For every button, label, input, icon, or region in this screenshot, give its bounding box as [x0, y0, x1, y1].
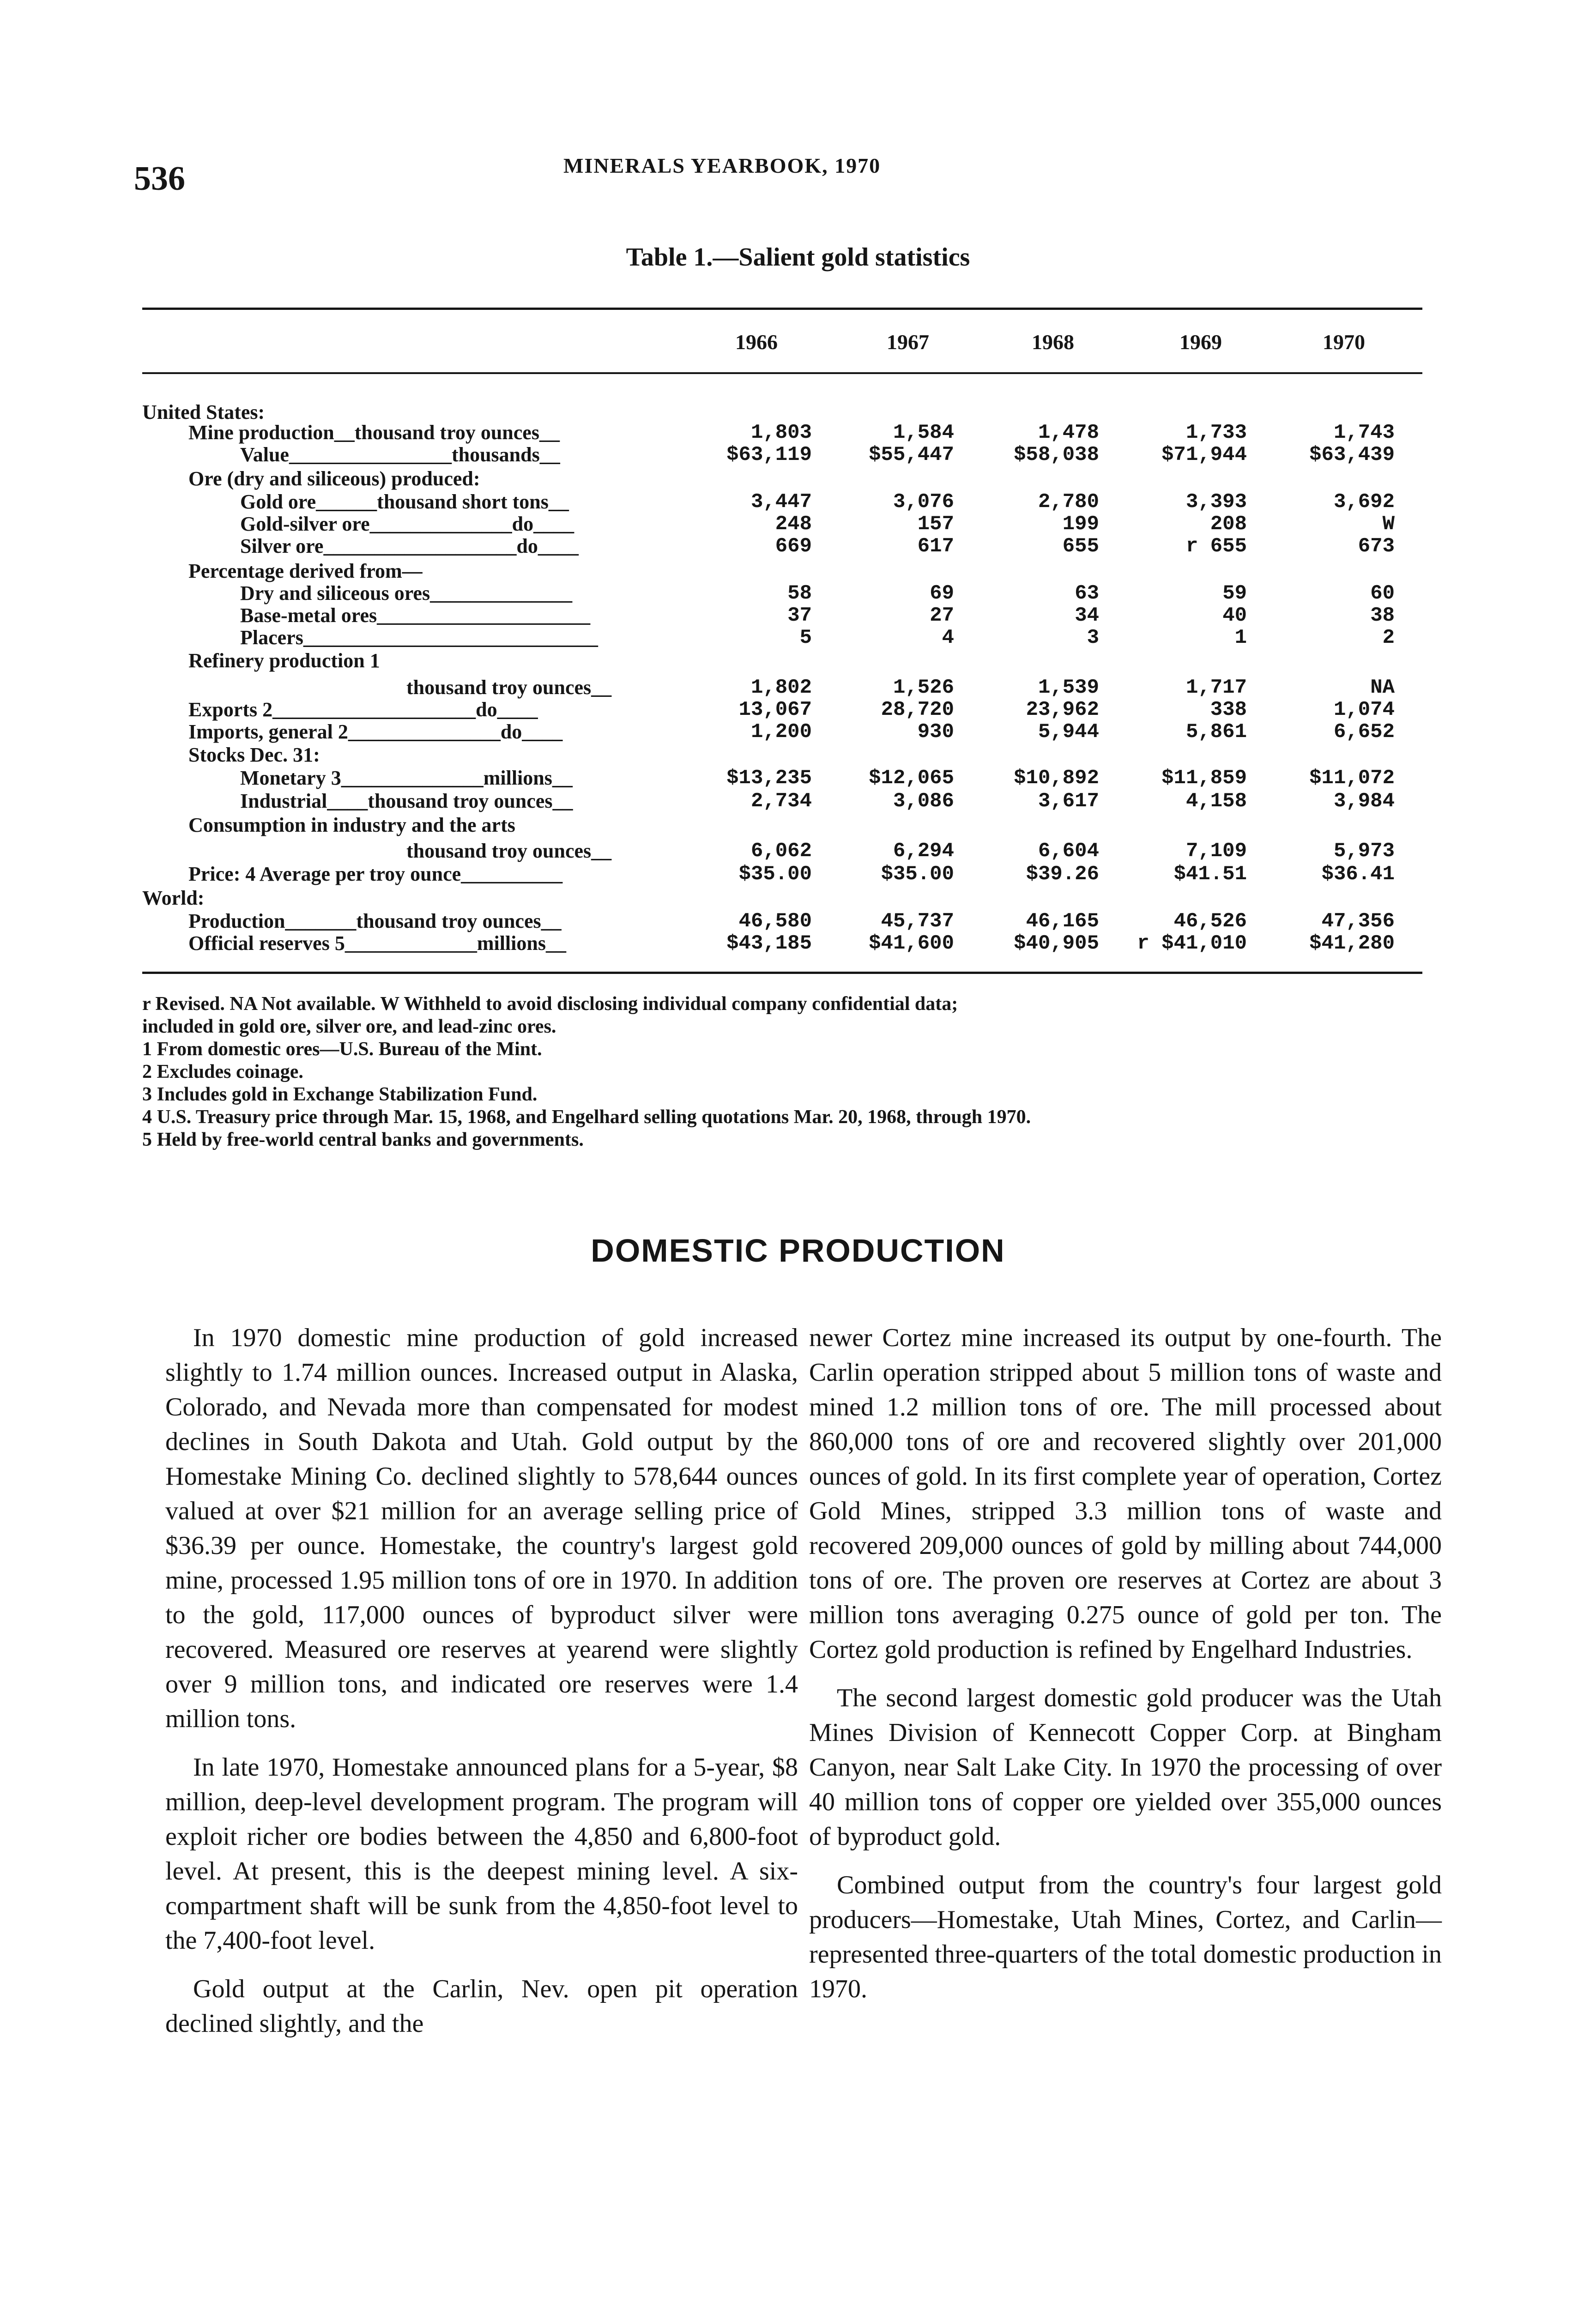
- table-cell: 69: [930, 582, 954, 605]
- row-label: Ore (dry and siliceous) produced:: [188, 467, 480, 490]
- table-cell: 2,734: [750, 790, 812, 813]
- table-cell: 46,580: [738, 910, 812, 933]
- table-cell: $11,859: [1161, 767, 1247, 790]
- table-cell: 60: [1370, 582, 1395, 605]
- footnote: 5 Held by free-world central banks and governments.: [142, 1129, 584, 1150]
- row-label: Production_______thousand troy ounces__: [188, 910, 562, 932]
- table-row: [0, 490, 1596, 514]
- table-header-rule: [142, 372, 1422, 374]
- table-row: [0, 767, 1596, 790]
- table-row: [0, 604, 1596, 627]
- table-cell: 3,984: [1333, 790, 1395, 813]
- table-row: [0, 932, 1596, 955]
- row-label: Value________________thousands__: [240, 443, 560, 466]
- table-cell: 3,447: [750, 490, 812, 514]
- row-label: Imports, general 2_______________do____: [188, 720, 563, 743]
- row-label: Mine production__thousand troy ounces__: [188, 421, 560, 444]
- table-cell: $36.41: [1321, 863, 1395, 886]
- row-label: Percentage derived from—: [188, 560, 423, 582]
- table-cell: 46,165: [1026, 910, 1099, 933]
- table-cell: 1,526: [893, 676, 954, 699]
- table-row: [0, 840, 1596, 863]
- table-top-rule: [142, 308, 1422, 310]
- table-cell: $10,892: [1014, 767, 1099, 790]
- table-cell: 1,584: [893, 421, 954, 444]
- table-cell: 34: [1075, 604, 1099, 627]
- paragraph: Combined output from the country's four largest gold producers—Homestake, Utah Mines, Cortez, and Carlin—represented three-quarters of the total domestic production in 1970.: [809, 1871, 1442, 2003]
- table-cell: 617: [917, 535, 954, 558]
- paragraph: Gold output at the Carlin, Nev. open pit operation declined slightly, and the: [165, 1975, 798, 2038]
- table-cell: W: [1382, 513, 1395, 536]
- paragraph: newer Cortez mine increased its output by one-fourth. The Carlin operation stripped about 5 million tons of waste and mined 1.2 million tons of ore. The mill processed about 860,000 tons of ore and recovered slightly over 201,000 ounces of gold. In its first complete year of operation, Cortez Gold Mines, stripped 3.3 million tons of waste and recovered 209,000 ounces of gold by milling about 744,000 tons of ore. The proven ore reserves at Cortez are about 3 million tons averaging 0.275 ounce of gold per ton. The Cortez gold production is refined by Engelhard Industries.: [809, 1324, 1442, 1664]
- footnote: included in gold ore, silver ore, and lead-zinc ores.: [142, 1016, 556, 1037]
- table-cell: $35.00: [738, 863, 812, 886]
- footnote: 1 From domestic ores—U.S. Bureau of the Mint.: [142, 1039, 542, 1060]
- table-cell: 1,200: [750, 720, 812, 743]
- column-header-1966: 1966: [735, 330, 778, 354]
- footnote: 2 Excludes coinage.: [142, 1061, 303, 1082]
- table-cell: $12,065: [869, 767, 954, 790]
- paragraph: The second largest domestic gold producer was the Utah Mines Division of Kennecott Copper Corp. at Bingham Canyon, near Salt Lake City. In 1970 the processing of over 40 million tons of copper ore yielded over 355,000 ounces of byproduct gold.: [809, 1684, 1442, 1851]
- table-row: [0, 513, 1596, 536]
- table-cell: 199: [1062, 513, 1099, 536]
- row-label: Gold ore______thousand short tons__: [240, 490, 569, 513]
- row-label: Monetary 3______________millions__: [240, 767, 573, 789]
- row-label: Price: 4 Average per troy ounce__________: [188, 863, 563, 885]
- table-cell: 5: [799, 626, 812, 649]
- table-cell: $58,038: [1014, 443, 1099, 466]
- table-cell: $63,119: [726, 443, 812, 466]
- table-cell: 5,973: [1333, 840, 1395, 863]
- table-cell: 1,478: [1038, 421, 1099, 444]
- section-heading: DOMESTIC PRODUCTION: [591, 1233, 1005, 1269]
- table-cell: 1,733: [1185, 421, 1247, 444]
- table-cell: 46,526: [1173, 910, 1247, 933]
- table-cell: 38: [1370, 604, 1395, 627]
- table-row: [0, 535, 1596, 558]
- table-cell: r $41,010: [1137, 932, 1247, 955]
- table-cell: 59: [1222, 582, 1247, 605]
- table-cell: $40,905: [1014, 932, 1099, 955]
- paragraph: In late 1970, Homestake announced plans for a 5-year, $8 million, deep-level development program. The program will exploit richer ore bodies between the 4,850 and 6,800-foot level. At present, this is the deepest mining level. A six-compartment shaft will be sunk from the 4,850-foot level to the 7,400-foot level.: [165, 1753, 798, 1955]
- table-row: [0, 698, 1596, 721]
- column-header-1969: 1969: [1179, 330, 1222, 354]
- table-cell: r 655: [1185, 535, 1247, 558]
- table-row: [0, 910, 1596, 933]
- table-row: [0, 720, 1596, 743]
- page-number: 536: [134, 160, 185, 198]
- table-cell: 1: [1234, 626, 1247, 649]
- table-cell: 23,962: [1026, 698, 1099, 721]
- row-label: Consumption in industry and the arts: [188, 814, 515, 836]
- table-cell: 4,158: [1185, 790, 1247, 813]
- column-header-1970: 1970: [1323, 330, 1365, 354]
- row-label: Placers_____________________________: [240, 626, 598, 649]
- table-cell: 58: [787, 582, 812, 605]
- table-cell: $41,600: [869, 932, 954, 955]
- table-bottom-rule: [142, 972, 1422, 974]
- table-row: [0, 863, 1596, 886]
- body-column-left: [165, 1321, 798, 2055]
- table-cell: 3,076: [893, 490, 954, 514]
- table-cell: $71,944: [1161, 443, 1247, 466]
- row-label: Industrial____thousand troy ounces__: [240, 790, 573, 812]
- table-cell: 930: [917, 720, 954, 743]
- row-label: Gold-silver ore______________do____: [240, 513, 574, 535]
- table-cell: 1,717: [1185, 676, 1247, 699]
- table-cell: $13,235: [726, 767, 812, 790]
- row-label: Base-metal ores_____________________: [240, 604, 591, 627]
- table-cell: 1,802: [750, 676, 812, 699]
- table-cell: 248: [775, 513, 812, 536]
- table-row: [0, 582, 1596, 605]
- table-cell: 338: [1210, 698, 1247, 721]
- table-cell: 3,086: [893, 790, 954, 813]
- table-row: [0, 421, 1596, 444]
- table-cell: 6,604: [1038, 840, 1099, 863]
- row-label: Stocks Dec. 31:: [188, 743, 320, 766]
- table-cell: 655: [1062, 535, 1099, 558]
- table-row: [0, 443, 1596, 466]
- table-cell: $35.00: [881, 863, 954, 886]
- body-column-right: [809, 1321, 1442, 2020]
- table-cell: 3: [1087, 626, 1099, 649]
- table-cell: 3,393: [1185, 490, 1247, 514]
- table-cell: 6,652: [1333, 720, 1395, 743]
- table-cell: $41.51: [1173, 863, 1247, 886]
- table-cell: 673: [1358, 535, 1395, 558]
- table-row: [0, 626, 1596, 649]
- table-row: [0, 887, 1596, 910]
- table-footnotes: [142, 993, 1435, 1151]
- row-label: United States:: [142, 401, 265, 423]
- row-label: thousand troy ounces__: [406, 676, 612, 699]
- table-cell: 3,692: [1333, 490, 1395, 514]
- table-cell: 2: [1382, 626, 1395, 649]
- paragraph: In 1970 domestic mine production of gold increased slightly to 1.74 million ounces. Increased output in Alaska, Colorado, and Nevada more than compensated for modest declines in South Dakota and Utah. Gold output by the Homestake Mining Co. declined slightly to 578,644 ounces valued at over $21 million for an average selling price of $36.39 per ounce. Homestake, the country's largest gold mine, processed 1.95 million tons of ore in 1970. In addition to the gold, 117,000 ounces of byproduct silver were recovered. Measured ore reserves at yearend were slightly over 9 million tons, and indicated ore reserves were 1.4 million tons.: [165, 1324, 798, 1733]
- table-cell: 6,062: [750, 840, 812, 863]
- table-cell: 208: [1210, 513, 1247, 536]
- table-cell: 1,539: [1038, 676, 1099, 699]
- table-cell: $55,447: [869, 443, 954, 466]
- row-label: thousand troy ounces__: [406, 840, 612, 862]
- table-cell: 4: [942, 626, 954, 649]
- table-cell: 47,356: [1321, 910, 1395, 933]
- table-row: [0, 560, 1596, 583]
- table-row: [0, 676, 1596, 699]
- table-cell: NA: [1370, 676, 1395, 699]
- table-cell: 1,743: [1333, 421, 1395, 444]
- table-cell: 1,803: [750, 421, 812, 444]
- table-cell: 63: [1075, 582, 1099, 605]
- table-cell: $63,439: [1309, 443, 1395, 466]
- row-label: Official reserves 5_____________millions__: [188, 932, 566, 955]
- table-row: [0, 743, 1596, 767]
- footnote: 4 U.S. Treasury price through Mar. 15, 1968, and Engelhard selling quotations Mar. 20, 1968, through 1970.: [142, 1106, 1031, 1128]
- row-label: Exports 2____________________do____: [188, 698, 538, 721]
- table-cell: 13,067: [738, 698, 812, 721]
- table-cell: 37: [787, 604, 812, 627]
- table-cell: 27: [930, 604, 954, 627]
- column-header-1967: 1967: [887, 330, 929, 354]
- row-label: World:: [142, 887, 205, 909]
- table-cell: 5,861: [1185, 720, 1247, 743]
- running-title: MINERALS YEARBOOK, 1970: [563, 154, 881, 177]
- table-cell: 1,074: [1333, 698, 1395, 721]
- table-row: [0, 649, 1596, 672]
- table-cell: 45,737: [881, 910, 954, 933]
- table-row: [0, 790, 1596, 813]
- row-label: Silver ore___________________do____: [240, 535, 579, 557]
- table-cell: 669: [775, 535, 812, 558]
- table-cell: 3,617: [1038, 790, 1099, 813]
- table-cell: $11,072: [1309, 767, 1395, 790]
- table-cell: $41,280: [1309, 932, 1395, 955]
- table-row: [0, 814, 1596, 837]
- table-cell: 7,109: [1185, 840, 1247, 863]
- column-header-1968: 1968: [1032, 330, 1074, 354]
- table-cell: 157: [917, 513, 954, 536]
- table-row: [0, 401, 1596, 424]
- row-label: Refinery production 1: [188, 649, 380, 672]
- table-cell: 5,944: [1038, 720, 1099, 743]
- table-row: [0, 467, 1596, 490]
- table-cell: 28,720: [881, 698, 954, 721]
- table-cell: 2,780: [1038, 490, 1099, 514]
- table-cell: 6,294: [893, 840, 954, 863]
- table-title: Table 1.—Salient gold statistics: [626, 243, 970, 272]
- table-cell: $43,185: [726, 932, 812, 955]
- table-cell: 40: [1222, 604, 1247, 627]
- row-label: Dry and siliceous ores______________: [240, 582, 573, 604]
- table-cell: $39.26: [1026, 863, 1099, 886]
- footnote: r Revised. NA Not available. W Withheld to avoid disclosing individual company confidential data;: [142, 993, 958, 1015]
- footnote: 3 Includes gold in Exchange Stabilization Fund.: [142, 1084, 538, 1105]
